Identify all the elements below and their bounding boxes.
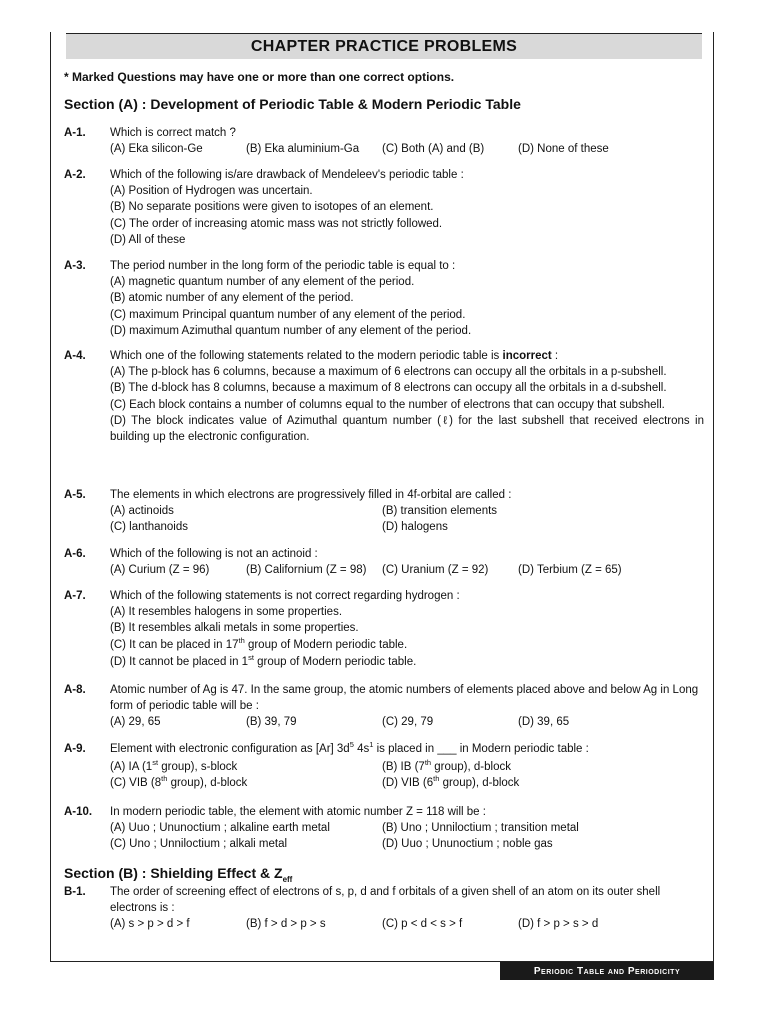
option-d: (D) f > p > s > d <box>518 918 599 931</box>
question-text: Which of the following is not an actinoid : <box>110 548 318 560</box>
option-c: (C) lanthanoids <box>110 521 188 534</box>
question-number: A-3. <box>64 260 86 272</box>
option-c: (C) 29, 79 <box>382 716 434 729</box>
question-number: A-8. <box>64 684 86 696</box>
option-b: (B) It resembles alkali metals in some properties. <box>110 622 359 635</box>
incorrect-emphasis: incorrect <box>502 350 552 362</box>
option-a: (A) It resembles halogens in some properties. <box>110 606 343 619</box>
question-a8 <box>64 682 704 731</box>
section-b-heading: Section (B) : Shielding Effect & $Z_{eff}$ <box>64 865 293 884</box>
question-text: The order of screening effect of electrons of s, p, d and f orbitals of a given shell of an atom on its outer shell electrons is : <box>110 886 661 915</box>
question-number: A-5. <box>64 489 86 501</box>
option-b: (B) The d-block has 8 columns, because a maximum of 8 electrons can occupy all the orbitals in a d-subshell. <box>110 382 667 395</box>
option-b: (B) No separate positions were given to isotopes of an element. <box>110 201 434 214</box>
chapter-footer-label: Periodic Table and Periodicity <box>500 962 714 980</box>
question-a1 <box>64 125 704 157</box>
question-number: A-2. <box>64 169 86 181</box>
option-a: (A) Eka silicon-Ge <box>110 143 203 156</box>
question-a10 <box>64 804 704 853</box>
question-text: The period number in the long form of the periodic table is equal to : <box>110 260 456 272</box>
question-a9 <box>64 741 704 792</box>
question-number: A-1. <box>64 127 86 139</box>
option-d: (D) Uuo ; Ununoctium ; noble gas <box>382 838 553 851</box>
question-a5 <box>64 487 704 536</box>
question-a7 <box>64 588 704 670</box>
marked-questions-note: * Marked Questions may have one or more than one correct options. <box>64 70 455 84</box>
option-b: (B) f > d > p > s <box>246 918 326 931</box>
option-b: (B) 39, 79 <box>246 716 297 729</box>
option-c: (C) The order of increasing atomic mass was not strictly followed. <box>110 217 443 230</box>
question-number: B-1. <box>64 886 86 898</box>
option-d: (D) It cannot be placed in 1st group of Modern periodic table. <box>110 652 417 668</box>
option-d: (D) The block indicates value of Azimuthal quantum number (ℓ) for the last subshell that received electrons in building up the electronic configuration. <box>110 414 704 444</box>
option-c: (C) It can be placed in 17th group of Modern periodic table. <box>110 635 408 651</box>
chapter-title-bar <box>66 33 702 59</box>
question-text: The elements in which electrons are progressively filled in 4f-orbital are called : <box>110 489 512 501</box>
question-a6 <box>64 546 704 578</box>
option-d: (D) All of these <box>110 233 186 246</box>
question-number: A-10. <box>64 806 93 818</box>
option-a: (A) IA (1st group), s-block <box>110 758 238 774</box>
question-number: A-7. <box>64 590 86 602</box>
question-number: A-6. <box>64 548 86 560</box>
option-b: (B) Eka aluminium-Ga <box>246 143 360 156</box>
option-a: (A) s > p > d > f <box>110 918 190 931</box>
question-b1 <box>64 884 704 933</box>
question-text: Which one of the following statements related to the modern periodic table is incorrect : <box>110 350 559 362</box>
option-b: (B) Uno ; Unniloctium ; transition metal <box>382 822 579 835</box>
question-a2 <box>64 167 704 248</box>
option-b: (B) IB (7th group), d-block <box>382 758 511 774</box>
question-a4 <box>64 348 704 445</box>
question-text: In modern periodic table, the element with atomic number Z = 118 will be : <box>110 806 486 818</box>
option-d: (D) None of these <box>518 143 609 156</box>
chapter-title: CHAPTER PRACTICE PROBLEMS <box>250 37 518 55</box>
option-b: (B) Californium (Z = 98) <box>246 564 367 577</box>
option-d: (D) maximum Azimuthal quantum number of any element of the period. <box>110 324 472 337</box>
option-c: (C) Both (A) and (B) <box>382 143 485 156</box>
option-d: (D) 39, 65 <box>518 716 570 729</box>
option-c: (C) VIB (8th group), d-block <box>110 774 248 790</box>
question-text: Atomic number of Ag is 47. In the same group, the atomic numbers of elements placed above and below Ag in Long form of periodic table will be : <box>110 684 699 713</box>
option-c: (C) Uno ; Unniloctium ; alkali metal <box>110 838 288 851</box>
question-text: Which is correct match ? <box>110 127 236 139</box>
option-b: (B) transition elements <box>382 505 498 518</box>
option-c: (C) maximum Principal quantum number of any element of the period. <box>110 308 466 321</box>
option-a: (A) Uuo ; Ununoctium ; alkaline earth metal <box>110 822 330 835</box>
option-d: (D) Terbium (Z = 65) <box>518 564 622 577</box>
option-a: (A) 29, 65 <box>110 716 161 729</box>
question-text: Which of the following is/are drawback of Mendeleev's periodic table : <box>110 169 464 181</box>
section-a-heading: Section (A) : Development of Periodic Table & Modern Periodic Table <box>64 96 521 112</box>
question-text: Element with electronic configuration as [Ar] $3d^5$ $4s^1$ is placed in ___ in Modern periodic table : <box>110 740 589 755</box>
option-a: (A) Position of Hydrogen was uncertain. <box>110 185 313 198</box>
question-text: Which of the following statements is not correct regarding hydrogen : <box>110 590 460 602</box>
option-d: (D) halogens <box>382 521 448 534</box>
question-a3 <box>64 258 704 339</box>
option-a: (A) magnetic quantum number of any element of the period. <box>110 276 415 289</box>
option-c: (C) Each block contains a number of columns equal to the number of electrons that can occupy that subshell. <box>110 398 665 411</box>
option-b: (B) atomic number of any element of the period. <box>110 292 354 305</box>
option-a: (A) The p-block has 6 columns, because a maximum of 6 electrons can occupy all the orbitals in a p-subshell. <box>110 366 667 379</box>
option-a: (A) Curium (Z = 96) <box>110 564 210 577</box>
question-number: A-9. <box>64 743 86 755</box>
option-c: (C) Uranium (Z = 92) <box>382 564 489 577</box>
option-d: (D) VIB (6th group), d-block <box>382 774 520 790</box>
option-a: (A) actinoids <box>110 505 174 518</box>
option-c: (C) p < d < s > f <box>382 918 463 931</box>
question-number: A-4. <box>64 350 86 362</box>
